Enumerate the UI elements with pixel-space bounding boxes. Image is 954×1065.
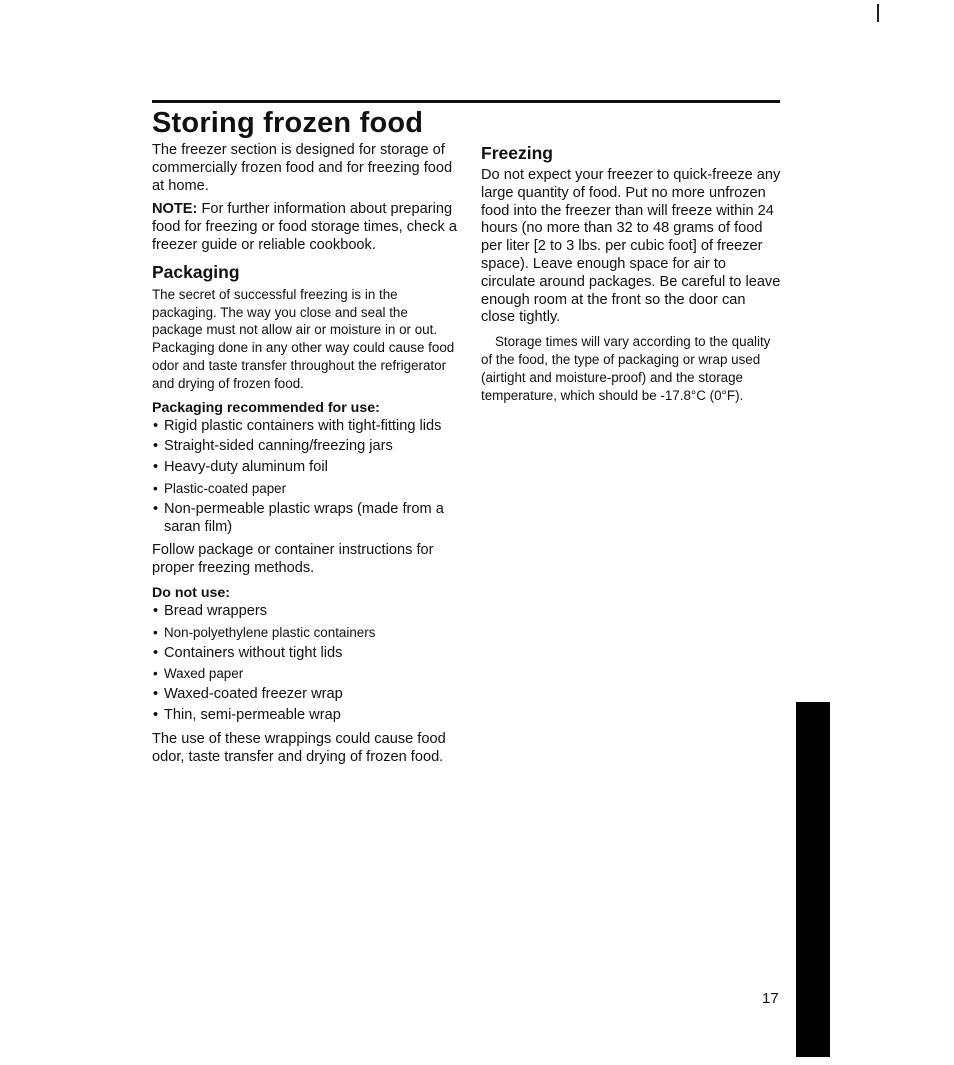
bullet-mark: •: [153, 438, 159, 455]
freezing-heading: Freezing: [481, 143, 553, 163]
freezing-paragraph-2: Storage times will vary according to the quality of the food, the type of packaging or wrap used (airtight and moisture-proof) and the storage temperature, which should be -17.8°C (0°F).: [481, 334, 771, 403]
bullet-mark: •: [153, 602, 159, 619]
bullet-mark: •: [153, 686, 159, 703]
note-paragraph: [152, 201, 458, 254]
list-item-text: Plastic-coated paper: [164, 480, 287, 496]
intro-paragraph: The freezer section is designed for storage of commercially frozen food and for freezing food at home.: [152, 142, 453, 194]
freezing-paragraph-1: Do not expect your freezer to quick-freeze any large quantity of food. Put no more unfrozen food into the freezer than will freeze within 24 hours (no more than 32 to 48 grams of food per liter [2 to 3 lbs. per cubic foot] of freezer space). Leave enough space for air to circulate around packages. Be careful to leave enough room at the front so the door can close tightly.: [481, 167, 781, 326]
list-item-text: Bread wrappers: [164, 602, 268, 619]
list-item-text: Heavy-duty aluminum foil: [164, 459, 328, 476]
corner-mark: [877, 4, 879, 22]
list-item: [152, 501, 458, 537]
list-item: [152, 665, 458, 683]
list-item: [152, 603, 458, 621]
list-item: [152, 480, 458, 498]
bullet-mark: •: [153, 480, 158, 496]
closing-paragraph: The use of these wrappings could cause food odor, taste transfer and drying of frozen food.: [152, 730, 446, 765]
list-item-text: Non-permeable plastic wraps (made from a saran film): [164, 500, 444, 535]
bullet-mark: •: [153, 500, 159, 517]
list-item-text: Waxed-coated freezer wrap: [164, 686, 343, 703]
bullet-mark: •: [153, 666, 158, 682]
header-rule: [152, 100, 780, 103]
page-title: Storing frozen food: [152, 107, 424, 139]
do-not-use-heading: Do not use:: [152, 584, 231, 601]
bullet-mark: •: [153, 644, 159, 661]
left-column: [152, 142, 458, 772]
note-text: For further information about preparing food for freezing or food storage times, check a freezer guide or reliable cookbook.: [152, 201, 458, 253]
right-column: [481, 142, 783, 410]
list-item: [152, 624, 458, 642]
packaging-paragraph: The secret of successful freezing is in the packaging. The way you close and seal the package must not allow air or moisture in or out. Packaging done in any other way could cause food odor and taste transfer throughout the refrigerator and drying of frozen food.: [152, 286, 455, 391]
page-number: 17: [762, 990, 779, 1007]
recommended-list: [152, 418, 458, 537]
do-not-use-list: [152, 603, 458, 725]
list-item-text: Containers without tight lids: [164, 644, 343, 661]
list-item: [152, 418, 458, 436]
list-item-text: Rigid plastic containers with tight-fitting lids: [164, 417, 442, 434]
bullet-mark: •: [153, 706, 159, 723]
list-item: [152, 707, 458, 725]
list-item-text: Waxed paper: [164, 666, 244, 682]
list-item: [152, 438, 458, 456]
packaging-heading: Packaging: [152, 261, 240, 282]
list-item-text: Straight-sided canning/freezing jars: [164, 438, 393, 455]
recommended-heading: Packaging recommended for use:: [152, 399, 380, 416]
bullet-mark: •: [153, 624, 158, 640]
bullet-mark: •: [153, 459, 159, 476]
section-tab-marker: [796, 702, 830, 1057]
note-label: NOTE:: [152, 201, 198, 218]
list-item: [152, 686, 458, 704]
follow-paragraph: Follow package or container instructions for proper freezing methods.: [152, 542, 434, 577]
list-item: [152, 645, 458, 663]
list-item-text: Thin, semi-permeable wrap: [164, 706, 341, 723]
list-item: [152, 459, 458, 477]
bullet-mark: •: [153, 417, 159, 434]
list-item-text: Non-polyethylene plastic containers: [164, 624, 376, 640]
